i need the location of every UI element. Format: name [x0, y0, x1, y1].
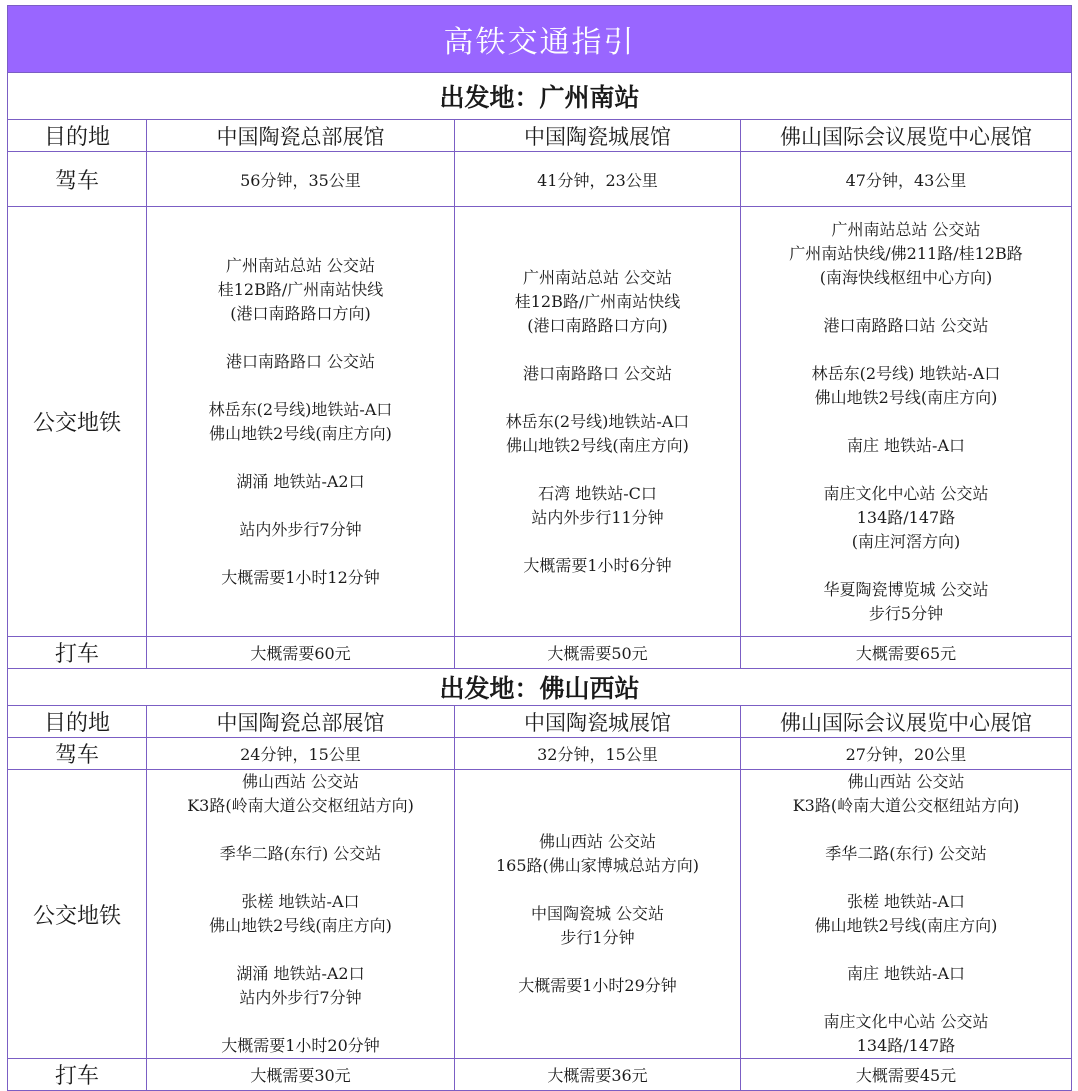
taxi-cost: 大概需要45元 [741, 1059, 1072, 1091]
drive-info: 47分钟，43公里 [741, 152, 1072, 207]
destination-label: 目的地 [8, 120, 147, 152]
taxi-row [8, 1059, 1072, 1091]
title-row [8, 6, 1072, 73]
destination-name: 中国陶瓷城展馆 [455, 706, 741, 738]
taxi-label: 打车 [8, 637, 147, 669]
origin-heading: 出发地：佛山西站 [8, 669, 1072, 706]
taxi-cost: 大概需要50元 [455, 637, 741, 669]
transit-route: 广州南站总站 公交站 桂12B路/广州南站快线 (港口南路路口方向) 港口南路路口 公交站 林岳东(2号线)地铁站-A口 佛山地铁2号线(南庄方向) 石湾 地铁站-C口 站内外步行11分钟 大概需要1小时6分钟 [455, 207, 741, 637]
destination-row [8, 120, 1072, 152]
origin-row [8, 669, 1072, 706]
taxi-label: 打车 [8, 1059, 147, 1091]
transit-row [8, 207, 1072, 637]
guide-table [7, 5, 1072, 1091]
drive-row [8, 738, 1072, 770]
transit-route: 广州南站总站 公交站 桂12B路/广州南站快线 (港口南路路口方向) 港口南路路口 公交站 林岳东(2号线)地铁站-A口 佛山地铁2号线(南庄方向) 湖涌 地铁站-A2口 站内外步行7分钟 大概需要1小时12分钟 [147, 207, 455, 637]
taxi-cost: 大概需要30元 [147, 1059, 455, 1091]
transit-route: 佛山西站 公交站 165路(佛山家博城总站方向) 中国陶瓷城 公交站 步行1分钟 大概需要1小时29分钟 [455, 770, 741, 1059]
transit-route: 佛山西站 公交站 K3路(岭南大道公交枢纽站方向) 季华二路(东行) 公交站 张槎 地铁站-A口 佛山地铁2号线(南庄方向) 湖涌 地铁站-A2口 站内外步行7分钟 大概需要1小时20分钟 [147, 770, 455, 1059]
transit-route: 广州南站总站 公交站 广州南站快线/佛211路/桂12B路 (南海快线枢纽中心方向) 港口南路路口站 公交站 林岳东(2号线) 地铁站-A口 佛山地铁2号线(南庄方向) 南庄 地铁站-A口 南庄文化中心站 公交站 134路/147路 (南庄河滘方向) 华夏陶瓷博览城 公交站 步行5分钟 [741, 207, 1072, 637]
origin-heading: 出发地：广州南站 [8, 73, 1072, 120]
drive-row [8, 152, 1072, 207]
drive-label: 驾车 [8, 152, 147, 207]
destination-name: 中国陶瓷总部展馆 [147, 120, 455, 152]
destination-name: 中国陶瓷总部展馆 [147, 706, 455, 738]
drive-info: 24分钟，15公里 [147, 738, 455, 770]
drive-info: 56分钟，35公里 [147, 152, 455, 207]
drive-label: 驾车 [8, 738, 147, 770]
taxi-row [8, 637, 1072, 669]
taxi-cost: 大概需要65元 [741, 637, 1072, 669]
origin-row [8, 73, 1072, 120]
drive-info: 32分钟，15公里 [455, 738, 741, 770]
destination-row [8, 706, 1072, 738]
page-title: 高铁交通指引 [8, 6, 1072, 73]
taxi-cost: 大概需要36元 [455, 1059, 741, 1091]
destination-name: 佛山国际会议展览中心展馆 [741, 120, 1072, 152]
transit-label: 公交地铁 [8, 207, 147, 637]
destination-name: 中国陶瓷城展馆 [455, 120, 741, 152]
drive-info: 27分钟，20公里 [741, 738, 1072, 770]
destination-name: 佛山国际会议展览中心展馆 [741, 706, 1072, 738]
drive-info: 41分钟，23公里 [455, 152, 741, 207]
transit-label: 公交地铁 [8, 770, 147, 1059]
taxi-cost: 大概需要60元 [147, 637, 455, 669]
transport-guide [7, 5, 1071, 1091]
destination-label: 目的地 [8, 706, 147, 738]
transit-route: 佛山西站 公交站 K3路(岭南大道公交枢纽站方向) 季华二路(东行) 公交站 张槎 地铁站-A口 佛山地铁2号线(南庄方向) 南庄 地铁站-A口 南庄文化中心站 公交站 134路/147路 [741, 770, 1072, 1059]
transit-row [8, 770, 1072, 1059]
